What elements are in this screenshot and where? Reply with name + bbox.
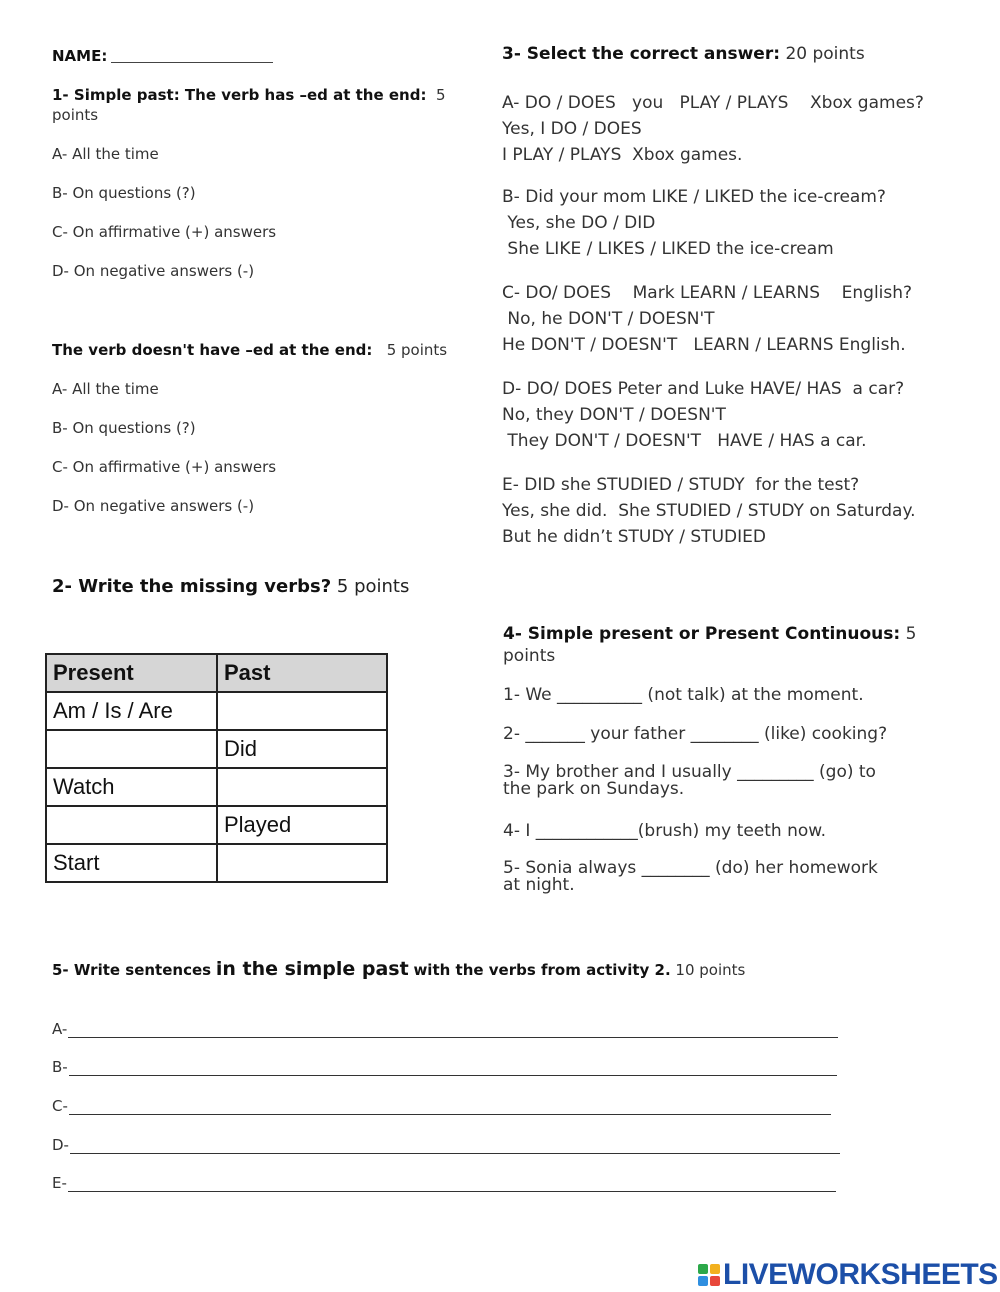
table-cell-answer[interactable] <box>46 730 217 768</box>
logo-block <box>698 1276 708 1286</box>
table-row <box>46 730 387 768</box>
table-row <box>46 844 387 882</box>
name-label: NAME: <box>52 47 108 65</box>
section1-points-word: points <box>52 106 99 124</box>
section3-heading: 3- Select the correct answer: 20 points <box>502 44 865 64</box>
question-line[interactable]: I PLAY / PLAYS Xbox games. <box>502 145 743 165</box>
question-line[interactable]: Yes, she DO / DID <box>502 213 656 233</box>
section1b-option[interactable]: D- On negative answers (-) <box>52 497 255 515</box>
table-cell-answer[interactable] <box>217 692 387 730</box>
section4-item-line[interactable]: 3- My brother and I usually _________ (go) to <box>503 762 876 782</box>
table-row <box>46 806 387 844</box>
table-header: Present <box>46 654 217 692</box>
question-line[interactable]: Yes, she did. She STUDIED / STUDY on Saturday. <box>502 501 916 521</box>
answer-line-b[interactable]: B- <box>52 1058 837 1076</box>
table-cell: Watch <box>46 768 217 806</box>
liveworksheets-logo[interactable] <box>698 1258 998 1292</box>
section3-item-b <box>502 184 886 262</box>
section3-item-d <box>502 376 904 454</box>
section4-item <box>503 860 878 894</box>
section2-heading: 2- Write the missing verbs? 5 points <box>52 576 410 597</box>
answer-line-e[interactable]: E- <box>52 1174 836 1192</box>
section4-item[interactable]: 1- We __________ (not talk) at the moment. <box>503 685 864 705</box>
verb-table <box>45 653 388 883</box>
answer-line-d[interactable]: D- <box>52 1136 840 1154</box>
section4-item-line: the park on Sundays. <box>503 779 685 799</box>
section3-item-a <box>502 90 924 168</box>
table-cell: Played <box>217 806 387 844</box>
table-cell: Did <box>217 730 387 768</box>
table-row <box>46 768 387 806</box>
logo-blocks-icon <box>698 1264 720 1286</box>
section4-item[interactable]: 4- I ____________(brush) my teeth now. <box>503 821 826 841</box>
section3-item-c <box>502 280 912 358</box>
section1-heading: 1- Simple past: The verb has –ed at the end: 5 <box>52 86 446 104</box>
section1b-option[interactable]: C- On affirmative (+) answers <box>52 458 277 476</box>
answer-line-c[interactable]: C- <box>52 1097 831 1115</box>
logo-block <box>698 1264 708 1274</box>
question-line[interactable]: C- DO/ DOES Mark LEARN / LEARNS English? <box>502 283 913 303</box>
name-field <box>52 47 273 65</box>
question-line[interactable]: They DON'T / DOESN'T HAVE / HAS a car. <box>502 431 867 451</box>
table-cell: Am / Is / Are <box>46 692 217 730</box>
name-input-line[interactable] <box>111 48 273 63</box>
section4-item-line[interactable]: 5- Sonia always ________ (do) her homework <box>503 858 878 878</box>
section4-item-line: at night. <box>503 875 575 895</box>
logo-text: LIVEWORKSHEETS <box>723 1258 998 1291</box>
logo-block <box>710 1264 720 1274</box>
section1-option[interactable]: C- On affirmative (+) answers <box>52 223 277 241</box>
section1-option[interactable]: A- All the time <box>52 145 159 163</box>
section1b-option[interactable]: A- All the time <box>52 380 159 398</box>
table-header: Past <box>217 654 387 692</box>
question-line[interactable]: E- DID she STUDIED / STUDY for the test? <box>502 475 860 495</box>
table-header-row <box>46 654 387 692</box>
section4-item <box>503 764 876 798</box>
answer-line-a[interactable]: A- <box>52 1020 838 1038</box>
section4-heading: 4- Simple present or Present Continuous: 5 <box>503 624 917 644</box>
question-line[interactable]: But he didn’t STUDY / STUDIED <box>502 527 766 547</box>
question-line[interactable]: He DON'T / DOESN'T LEARN / LEARNS English. <box>502 335 906 355</box>
question-line[interactable]: D- DO/ DOES Peter and Luke HAVE/ HAS a car? <box>502 379 905 399</box>
section4-item[interactable]: 2- _______ your father ________ (like) cooking? <box>503 724 888 744</box>
section3-item-e <box>502 472 916 550</box>
table-row <box>46 692 387 730</box>
question-line[interactable]: No, he DON'T / DOESN'T <box>502 309 715 329</box>
section1-option[interactable]: B- On questions (?) <box>52 184 196 202</box>
table-cell: Start <box>46 844 217 882</box>
question-line[interactable]: No, they DON'T / DOESN'T <box>502 405 726 425</box>
section4-points-word: points <box>503 646 556 666</box>
question-line[interactable]: She LIKE / LIKES / LIKED the ice-cream <box>502 239 834 259</box>
section1-option[interactable]: D- On negative answers (-) <box>52 262 255 280</box>
table-cell-answer[interactable] <box>46 806 217 844</box>
question-line[interactable]: A- DO / DOES you PLAY / PLAYS Xbox games? <box>502 93 924 113</box>
logo-block <box>710 1276 720 1286</box>
table-cell-answer[interactable] <box>217 768 387 806</box>
section1b-heading: The verb doesn't have –ed at the end: 5 points <box>52 341 448 359</box>
question-line[interactable]: Yes, I DO / DOES <box>502 119 642 139</box>
section5-heading: 5- Write sentences in the simple past with the verbs from activity 2. 10 points <box>52 958 746 980</box>
table-cell-answer[interactable] <box>217 844 387 882</box>
section1b-option[interactable]: B- On questions (?) <box>52 419 196 437</box>
question-line[interactable]: B- Did your mom LIKE / LIKED the ice-cream? <box>502 187 886 207</box>
